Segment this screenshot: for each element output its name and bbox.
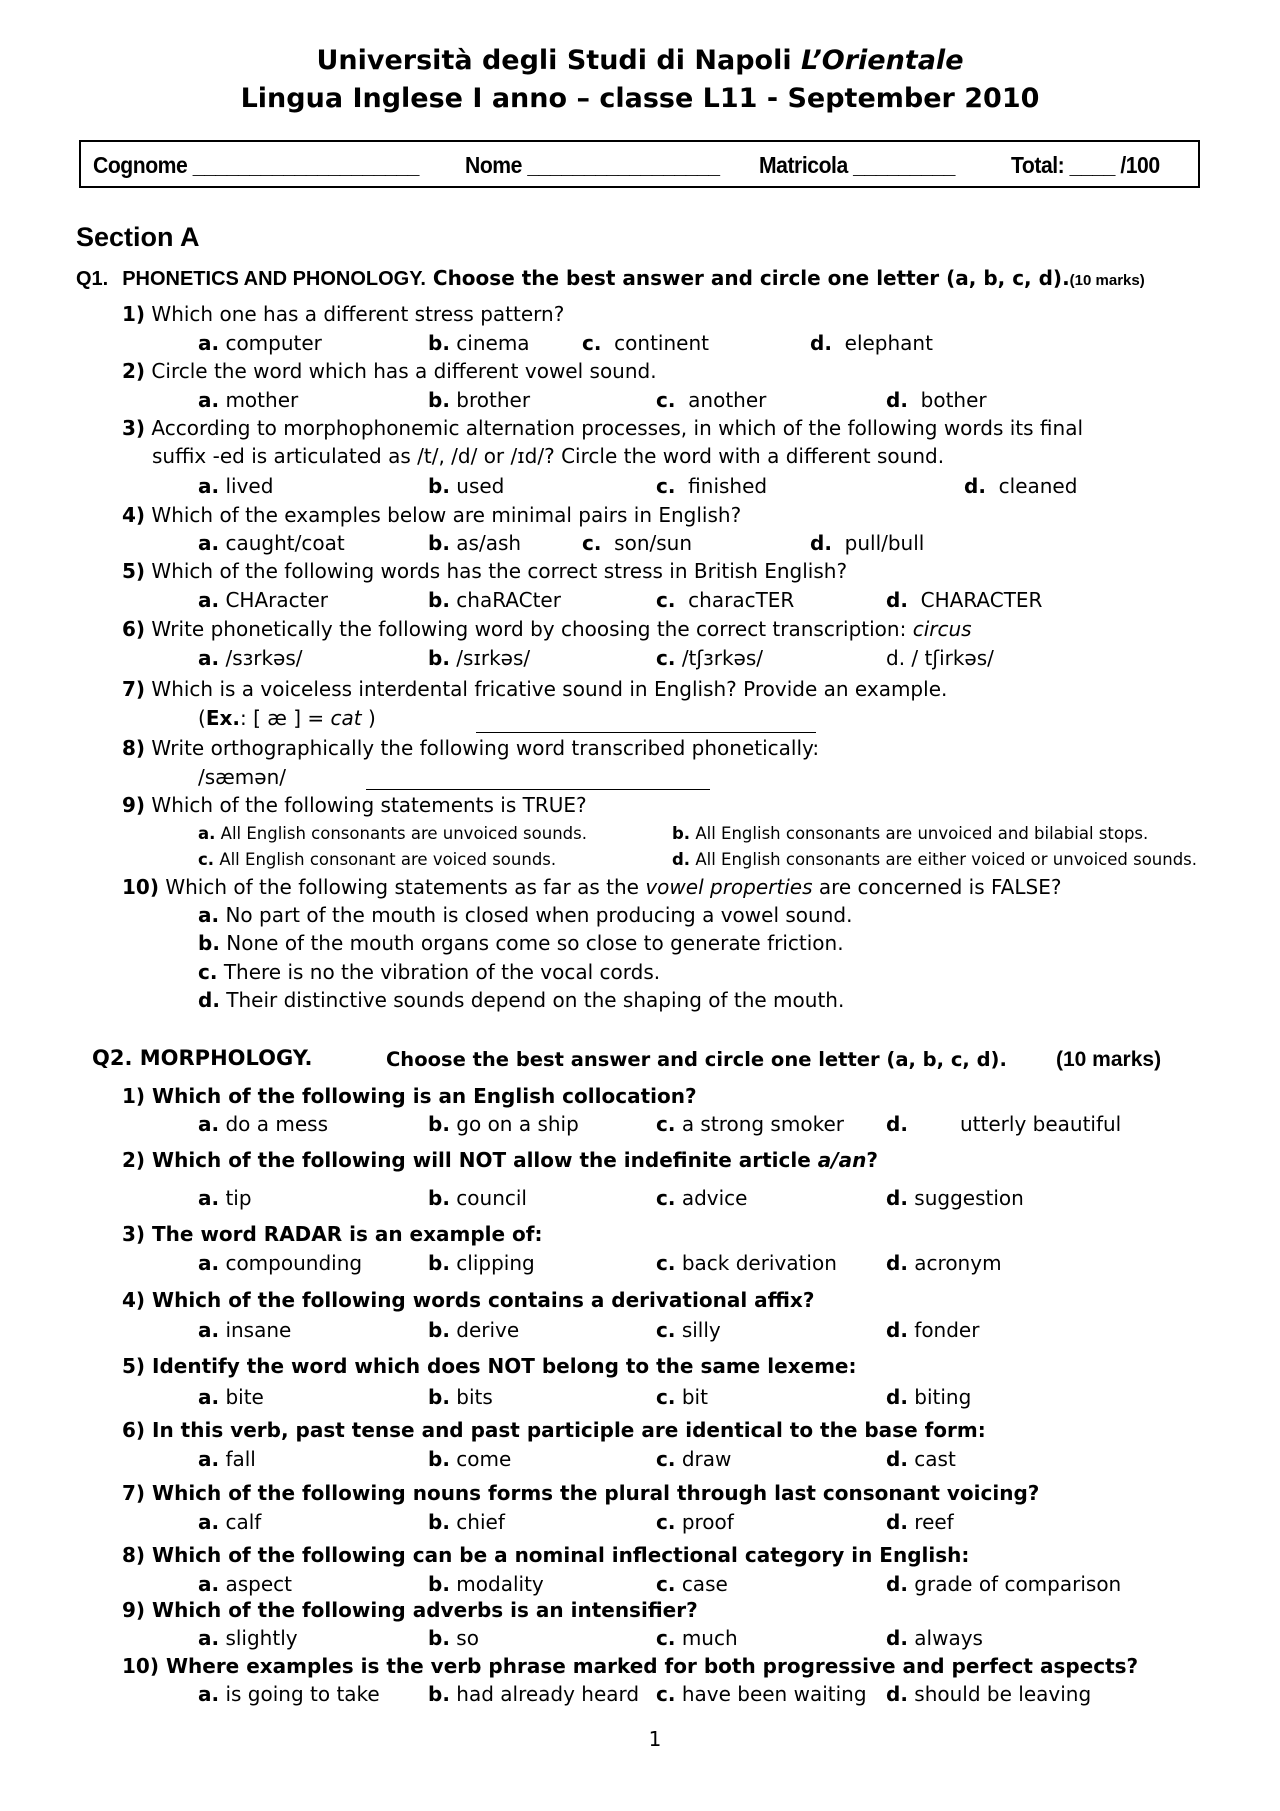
q2-question-1: 1) Which of the following is an English collocation? — [122, 1084, 697, 1108]
q1-9-option-b[interactable]: b. All English consonants are unvoiced and bilabial stops. — [672, 824, 1149, 843]
section-title: Section A — [76, 222, 200, 252]
q2-8-option-a[interactable]: a. aspect — [198, 1572, 292, 1596]
q1-6-option-b[interactable]: b. /sɪrkəs/ — [428, 646, 531, 670]
q1-question-3-continued: suffix -ed is articulated as /t/, /d/ or /ɪd/? Circle the word with a different sound. — [152, 444, 945, 468]
q1-3-option-b[interactable]: b. used — [428, 474, 505, 498]
q2-6-option-d[interactable]: d. cast — [886, 1447, 956, 1471]
q2-4-option-d[interactable]: d. fonder — [886, 1318, 980, 1342]
q1-question-8: 8) Write orthographically the following word transcribed phonetically: — [122, 736, 820, 760]
q1-5-option-d[interactable]: d. CHARACTER — [886, 588, 1043, 612]
q1-1-option-a[interactable]: a. computer — [198, 331, 322, 355]
q1-4-option-c[interactable]: c. son/sun — [582, 531, 693, 555]
q2-4-option-b[interactable]: b. derive — [428, 1318, 520, 1342]
q1-10-option-d[interactable]: d. Their distinctive sounds depend on the shaping of the mouth. — [198, 988, 845, 1012]
q1-8-phonetic: /sæmən/ — [198, 765, 286, 789]
q2-8-option-d[interactable]: d. grade of comparison — [886, 1572, 1122, 1596]
q1-question-5: 5) Which of the following words has the correct stress in British English? — [122, 559, 848, 583]
q1-2-option-c[interactable]: c. another — [656, 388, 767, 412]
q2-6-option-b[interactable]: b. come — [428, 1447, 512, 1471]
q1-question-1: 1) Which one has a different stress pattern? — [122, 302, 565, 326]
q2-6-option-a[interactable]: a. fall — [198, 1447, 256, 1471]
q2-7-option-c[interactable]: c. proof — [656, 1510, 734, 1534]
q2-5-option-c[interactable]: c. bit — [656, 1385, 708, 1409]
q2-9-option-c[interactable]: c. much — [656, 1626, 738, 1650]
q2-2-option-c[interactable]: c. advice — [656, 1186, 748, 1210]
q2-3-option-d[interactable]: d. acronym — [886, 1251, 1002, 1275]
q2-9-option-a[interactable]: a. slightly — [198, 1626, 298, 1650]
q2-4-option-c[interactable]: c. silly — [656, 1318, 721, 1342]
q1-4-option-a[interactable]: a. caught/coat — [198, 531, 345, 555]
q1-10-option-b[interactable]: b. None of the mouth organs come so close to generate friction. — [198, 931, 844, 955]
q1-question-4: 4) Which of the examples below are minimal pairs in English? — [122, 503, 742, 527]
q2-10-option-a[interactable]: a. is going to take — [198, 1682, 380, 1706]
q1-1-option-d[interactable]: d. elephant — [810, 331, 933, 355]
q2-10-option-c[interactable]: c. have been waiting — [656, 1682, 867, 1706]
q2-7-option-d[interactable]: d. reef — [886, 1510, 954, 1534]
q2-10-option-d[interactable]: d. should be leaving — [886, 1682, 1092, 1706]
q2-question-4: 4) Which of the following words contains a derivational affix? — [122, 1288, 815, 1312]
q1-1-option-c[interactable]: c. continent — [582, 331, 709, 355]
q1-3-option-c[interactable]: c. finished — [656, 474, 768, 498]
q2-8-option-c[interactable]: c. case — [656, 1572, 728, 1596]
q2-heading: Q2. MORPHOLOGY. — [92, 1046, 313, 1070]
q1-3-option-d[interactable]: d. cleaned — [964, 474, 1078, 498]
q1-question-7: 7) Which is a voiceless interdental fricative sound in English? Provide an example. — [122, 677, 948, 701]
q1-8-answer-line[interactable] — [366, 789, 710, 790]
q1-question-2: 2) Circle the word which has a different vowel sound. — [122, 359, 657, 383]
q2-1-option-a[interactable]: a. do a mess — [198, 1112, 328, 1136]
surname-field[interactable]: Cognome ____________________ — [93, 152, 419, 178]
q2-9-option-b[interactable]: b. so — [428, 1626, 479, 1650]
q1-4-option-b[interactable]: b. as/ash — [428, 531, 522, 555]
q1-4-option-d[interactable]: d. pull/bull — [810, 531, 925, 555]
q1-6-option-a[interactable]: a. /sɜrkəs/ — [198, 646, 303, 670]
total-score-field[interactable]: Total: ____ /100 — [1011, 152, 1160, 178]
q1-7-answer-line[interactable] — [476, 732, 816, 733]
q1-5-option-c[interactable]: c. characTER — [656, 588, 795, 612]
q2-question-7: 7) Which of the following nouns forms the plural through last consonant voicing? — [122, 1481, 1040, 1505]
q2-3-option-a[interactable]: a. compounding — [198, 1251, 363, 1275]
q1-5-option-a[interactable]: a. CHAracter — [198, 588, 328, 612]
q2-instruction: Choose the best answer and circle one letter (a, b, c, d). — [386, 1048, 1007, 1071]
q2-marks: (10 marks) — [1056, 1048, 1162, 1071]
q1-3-option-a[interactable]: a. lived — [198, 474, 274, 498]
q1-9-option-d[interactable]: d. All English consonants are either voiced or unvoiced sounds. — [672, 850, 1198, 869]
q2-5-option-a[interactable]: a. bite — [198, 1385, 264, 1409]
q2-1-option-d[interactable]: d. — [886, 1112, 908, 1136]
q2-2-option-a[interactable]: a. tip — [198, 1186, 252, 1210]
q2-1-option-b[interactable]: b. go on a ship — [428, 1112, 579, 1136]
q2-3-option-c[interactable]: c. back derivation — [656, 1251, 837, 1275]
name-field[interactable]: Nome _________________ — [465, 152, 720, 178]
matricola-field[interactable]: Matricola _________ — [759, 152, 955, 178]
q2-1-option-d-text[interactable]: utterly beautiful — [960, 1112, 1122, 1136]
q2-2-option-b[interactable]: b. council — [428, 1186, 527, 1210]
page-number: 1 — [648, 1727, 662, 1751]
q2-4-option-a[interactable]: a. insane — [198, 1318, 292, 1342]
q1-7-example: (Ex.: [ æ ] = cat ) — [198, 706, 376, 730]
q2-3-option-b[interactable]: b. clipping — [428, 1251, 535, 1275]
q1-6-option-d[interactable]: d. / tʃirkəs/ — [886, 646, 994, 670]
student-info-box — [79, 140, 1200, 188]
university-title: Università degli Studi di Napoli L’Orientale — [316, 45, 964, 76]
q2-1-option-c[interactable]: c. a strong smoker — [656, 1112, 844, 1136]
q2-10-option-b[interactable]: b. had already heard — [428, 1682, 640, 1706]
q1-question-3: 3) According to morphophonemic alternation processes, in which of the following words its final — [122, 416, 1084, 440]
q1-6-option-c[interactable]: c. /tʃɜrkəs/ — [656, 646, 764, 670]
q1-2-option-d[interactable]: d. bother — [886, 388, 987, 412]
q2-question-6: 6) In this verb, past tense and past participle are identical to the base form: — [122, 1418, 986, 1442]
q1-5-option-b[interactable]: b. chaRACter — [428, 588, 561, 612]
q2-question-3: 3) The word RADAR is an example of: — [122, 1222, 543, 1246]
q1-9-option-c[interactable]: c. All English consonant are voiced sounds. — [198, 850, 557, 869]
q1-10-option-c[interactable]: c. There is no the vibration of the vocal cords. — [198, 960, 661, 984]
q1-question-10: 10) Which of the following statements as far as the vowel properties are concerned is FALSE? — [122, 875, 1062, 899]
q1-2-option-b[interactable]: b. brother — [428, 388, 531, 412]
course-title: Lingua Inglese I anno – classe L11 - September 2010 — [240, 83, 1040, 114]
q2-8-option-b[interactable]: b. modality — [428, 1572, 544, 1596]
q2-question-5: 5) Identify the word which does NOT belong to the same lexeme: — [122, 1354, 857, 1378]
q2-9-option-d[interactable]: d. always — [886, 1626, 983, 1650]
q1-10-option-a[interactable]: a. No part of the mouth is closed when producing a vowel sound. — [198, 903, 853, 927]
q1-question-6: 6) Write phonetically the following word by choosing the correct transcription: circus — [122, 617, 972, 641]
q1-question-9: 9) Which of the following statements is TRUE? — [122, 793, 587, 817]
q2-question-9: 9) Which of the following adverbs is an intensifier? — [122, 1598, 698, 1622]
q1-1-option-b[interactable]: b. cinema — [428, 331, 530, 355]
q2-5-option-b[interactable]: b. bits — [428, 1385, 493, 1409]
q2-question-10: 10) Where examples is the verb phrase marked for both progressive and perfect aspects? — [122, 1654, 1139, 1678]
q2-7-option-b[interactable]: b. chief — [428, 1510, 505, 1534]
q2-7-option-a[interactable]: a. calf — [198, 1510, 262, 1534]
q2-5-option-d[interactable]: d. biting — [886, 1385, 972, 1409]
q1-heading: Q1. PHONETICS AND PHONOLOGY. Choose the best answer and circle one letter (a, b, c, d).(10 marks) — [76, 266, 1145, 290]
q1-9-option-a[interactable]: a. All English consonants are unvoiced sounds. — [198, 824, 587, 843]
q2-2-option-d[interactable]: d. suggestion — [886, 1186, 1024, 1210]
q2-6-option-c[interactable]: c. draw — [656, 1447, 732, 1471]
q1-2-option-a[interactable]: a. mother — [198, 388, 299, 412]
q2-question-8: 8) Which of the following can be a nominal inflectional category in English: — [122, 1543, 970, 1567]
q2-question-2: 2) Which of the following will NOT allow the indefinite article a/an? — [122, 1148, 878, 1172]
